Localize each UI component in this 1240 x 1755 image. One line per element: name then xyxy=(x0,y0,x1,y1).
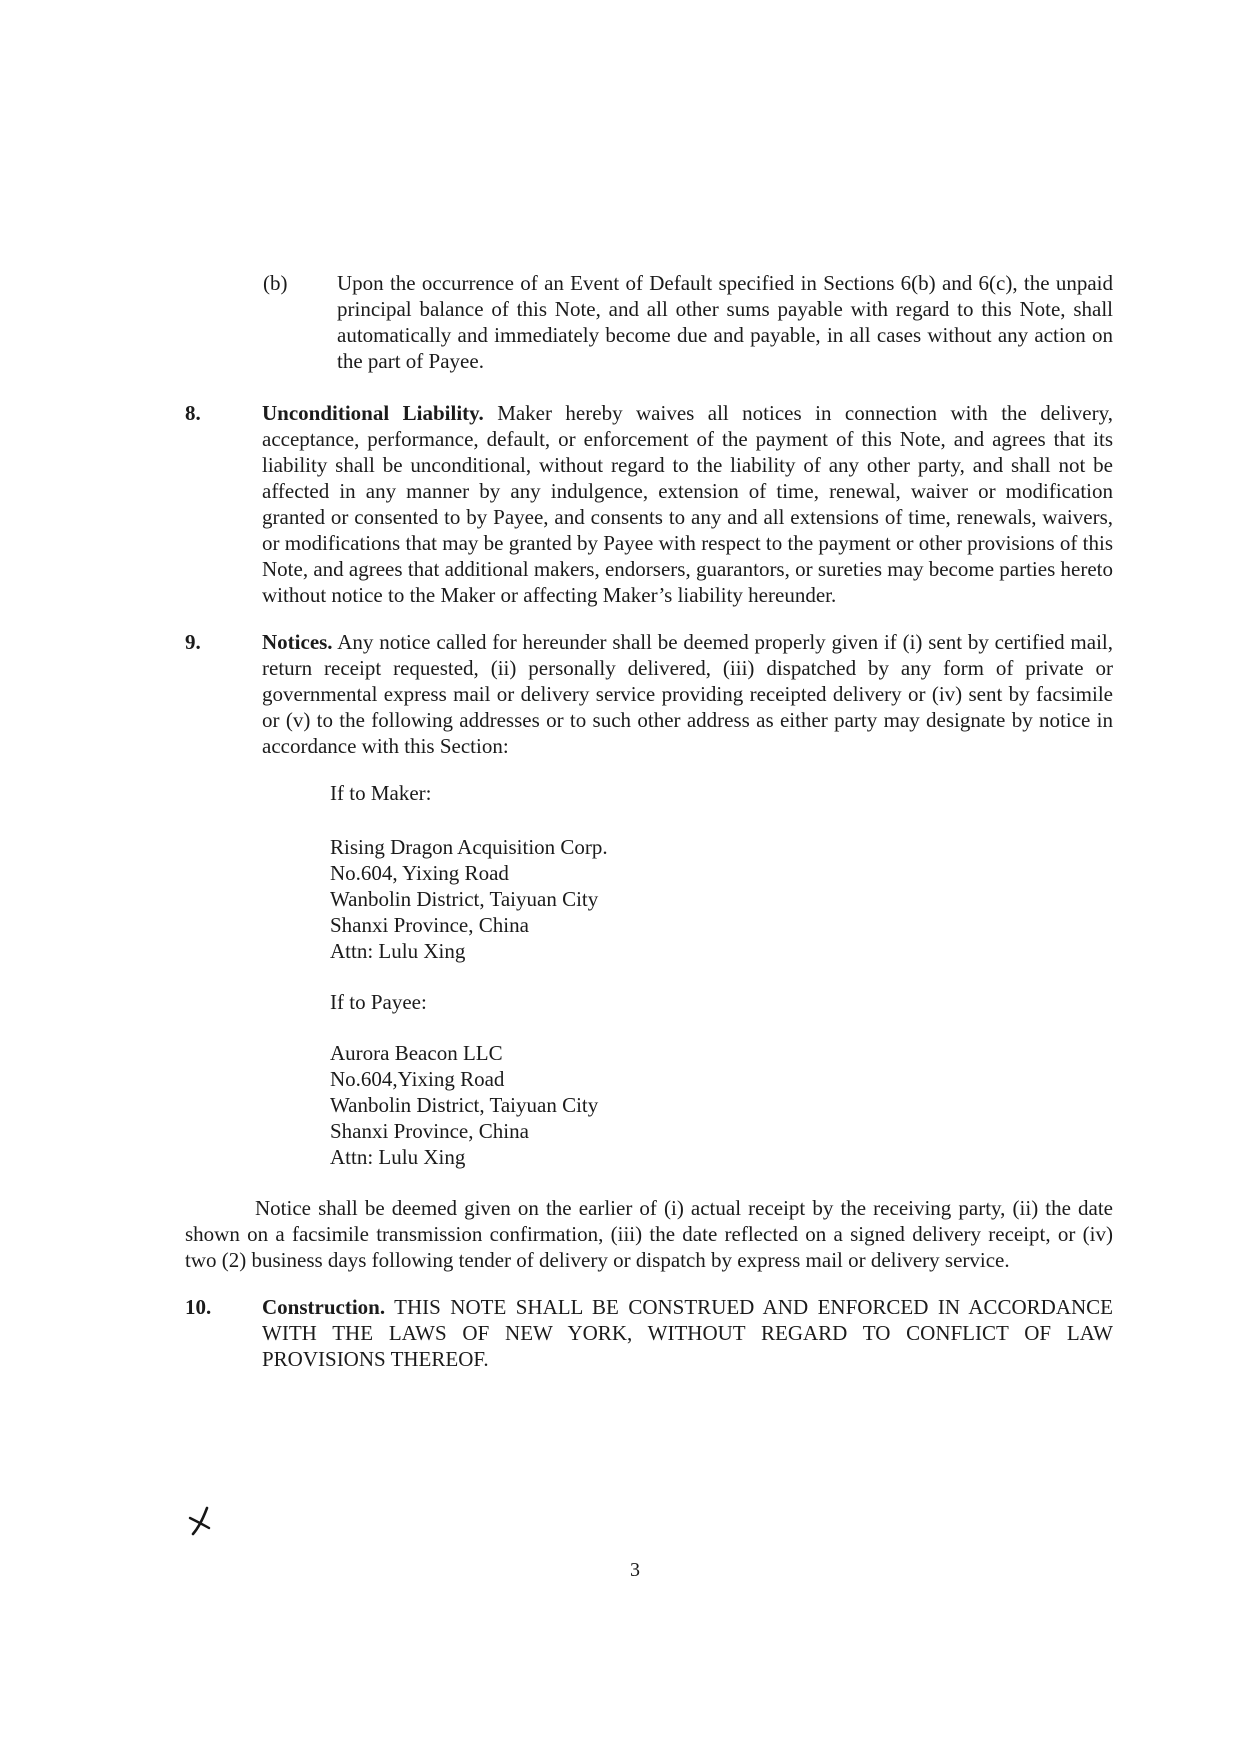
section-9-heading: Notices. xyxy=(262,630,333,654)
section-8 xyxy=(185,400,1113,608)
notice-deemed-given-paragraph: Notice shall be deemed given on the earlier of (i) actual receipt by the receiving party, (ii) the date shown on a facsimile transmission confirmation, (iii) the date reflected on a signed delivery receipt, or (iv) two (2) business days following tender of delivery or dispatch by express mail or delivery service. xyxy=(185,1196,1113,1272)
section-8-heading: Unconditional Liability. xyxy=(262,401,484,425)
section-10-body: THIS NOTE SHALL BE CONSTRUED AND ENFORCED IN ACCORDANCE WITH THE LAWS OF NEW YORK, WITHOUT REGARD TO CONFLICT OF LAW PROVISIONS THEREOF. xyxy=(262,1295,1114,1371)
handwritten-x-mark xyxy=(186,1505,214,1537)
payee-address-block xyxy=(330,1040,1113,1170)
section-10-text xyxy=(262,1294,1113,1372)
paragraph-b xyxy=(263,270,1113,374)
maker-address-line: Attn: Lulu Xing xyxy=(330,939,466,963)
payee-address-line: Aurora Beacon LLC xyxy=(330,1041,503,1065)
payee-address-label: If to Payee: xyxy=(330,990,427,1014)
maker-address-line: Shanxi Province, China xyxy=(330,913,529,937)
payee-address-line: No.604,Yixing Road xyxy=(330,1067,505,1091)
section-9-body: Any notice called for hereunder shall be deemed properly given if (i) sent by certified mail, return receipt requested, (ii) personally delivered, (iii) dispatched by any form of private or governmental express mail or delivery service providing receipted delivery or (iv) sent by facsimile or (v) to the following addresses or to such other address as either party may designate by notice in accordance with this Section: xyxy=(262,630,1113,758)
payee-address-line: Attn: Lulu Xing xyxy=(330,1145,466,1169)
section-8-body: Maker hereby waives all notices in connection with the delivery, acceptance, performance, default, or enforcement of the payment of this Note, and agrees that its liability shall be unconditional, without regard to the liability of any other party, and shall not be affected in any manner by any indulgence, extension of time, renewal, waiver or modification granted or consented to by Payee, and consents to any and all extensions of time, renewals, waivers, or modifications that may be granted by Payee with respect to the payment or other provisions of this Note, and agrees that additional makers, endorsers, guarantors, or sureties may become parties hereto without notice to the Maker or affecting Maker’s liability hereunder. xyxy=(262,401,1113,607)
section-8-text xyxy=(262,400,1113,608)
payee-address-line: Wanbolin District, Taiyuan City xyxy=(330,1093,599,1117)
page-number: 3 xyxy=(630,1559,640,1581)
maker-address-block xyxy=(330,834,1113,964)
section-8-number: 8. xyxy=(185,401,201,425)
section-9-text xyxy=(262,629,1113,759)
section-9-number: 9. xyxy=(185,630,201,654)
maker-address-label: If to Maker: xyxy=(330,781,432,805)
payee-address-line: Shanxi Province, China xyxy=(330,1119,529,1143)
paragraph-b-label: (b) xyxy=(263,271,288,295)
paragraph-b-text: Upon the occurrence of an Event of Default specified in Sections 6(b) and 6(c), the unpaid principal balance of this Note, and all other sums payable with regard to this Note, shall automatically and immediately become due and payable, in all cases without any action on the part of Payee. xyxy=(337,271,1113,373)
section-9 xyxy=(185,629,1113,759)
maker-address-line: Wanbolin District, Taiyuan City xyxy=(330,887,599,911)
document-body xyxy=(185,270,1113,1393)
section-10-heading: Construction. xyxy=(262,1295,386,1319)
maker-address-line: No.604, Yixing Road xyxy=(330,861,509,885)
section-10-number: 10. xyxy=(185,1295,212,1319)
maker-address-line: Rising Dragon Acquisition Corp. xyxy=(330,835,608,859)
section-10 xyxy=(185,1294,1113,1372)
